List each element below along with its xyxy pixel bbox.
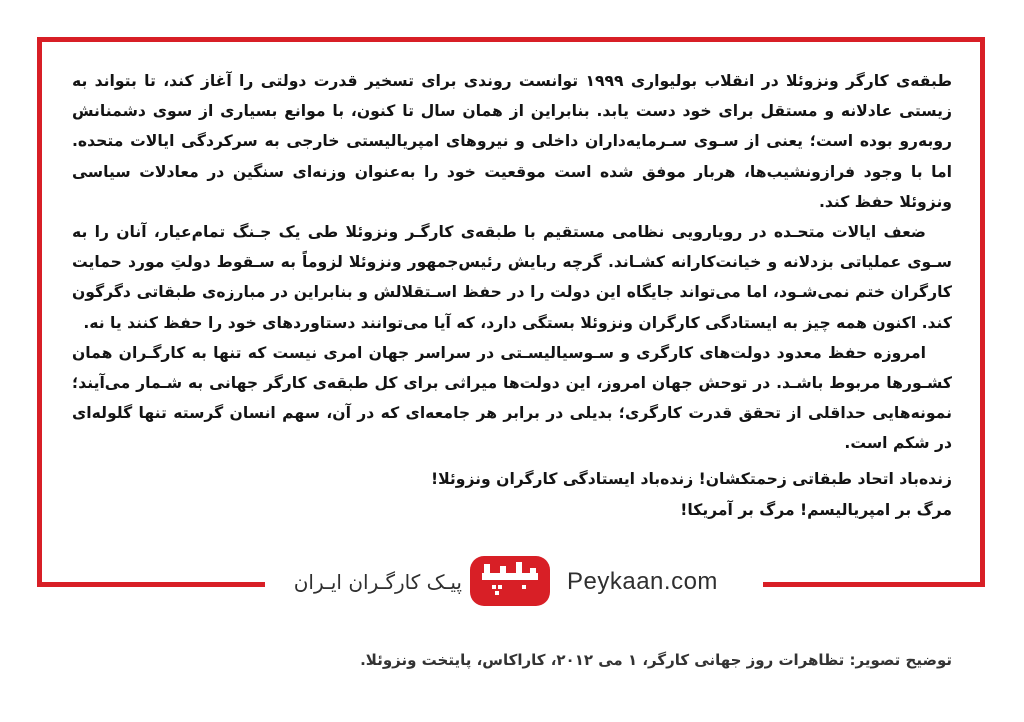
slogan-1: زنده‌باد اتحاد طبقاتی زحمتکشان! زنده‌باد ایستادگی کارگران ونزوئلا!: [430, 470, 952, 488]
red-frame-bottom-right: [763, 582, 985, 587]
paragraph-2: ضعف ایالات متحـده در رویارویی نظامی مستقیم با طبقه‌ی کارگـر ونزوئلا طی یک جـنگ تمام‌عیار، آنان را به سـوی عملیاتی بزدلانه و خیانت‌کارانه کشـاند. گرچه ربایش رئیس‌جمهور ونزوئلا لزوماً به سـقوط دولتِ مورد حمایت کارگران ختم نمی‌شـود، اما می‌تواند جایگاه این دولت را در حفظ اسـتقلالش و بنابراین در مبارزه‌ی طبقاتی دگرگون کند. اکنون همه چیز به ایستادگی کارگران ونزوئلا بستگی دارد، که آیا می‌توانند دستاوردهای خود را حفظ کنند یا نه.: [72, 223, 952, 332]
site-url: Peykaan.com: [567, 568, 718, 595]
article-body: [72, 66, 952, 459]
brand-name: پیـک کارگـران ایـران: [293, 570, 462, 594]
peykaan-logo-icon: [470, 556, 550, 606]
paragraph-1: طبقه‌ی کارگر ونزوئلا در انقلاب بولیواری ۱۹۹۹ توانست روندی برای تسخیر قدرت دولتی را آغاز کند، تا بتواند به زیستی عادلانه و مستقل برای خود دست یابد. بنابراین از همان سال تا کنون، با موانع بسیاری از سوی دشمنانش روبه‌رو بوده است؛ یعنی از سـوی سـرمایه‌داران داخلی و نیروهای امپریالیستی خارجی به سرکردگی ایالات متحده. اما با وجود فرازونشیب‌ها، هربار موفق شده است موقعیت خود را به‌عنوان وزنه‌ای سنگین در معادلات سیاسی ونزوئلا حفظ کند.: [72, 72, 953, 211]
red-frame-bottom-left: [37, 582, 265, 587]
image-caption: توضیح تصویر: تظاهرات روز جهانی کارگر، ۱ می ۲۰۱۲، کاراکاس، پایتخت ونزوئلا.: [360, 651, 952, 669]
slogan-2: مرگ بر امپریالیسم! مرگ بر آمریکا!: [680, 501, 952, 519]
paragraph-3: امروزه حفظ معدود دولت‌های کارگری و سـوسیالیسـتی در سراسر جهان امری نیست که تنها به کارگـران همان کشـورها مربوط باشـد. در توحش جهان امروز، این دولت‌ها میراثی برای کل طبقه‌ی کارگر جهانی به شـمار می‌آیند؛ نمونه‌هایی حداقلی از تحقق قدرت کارگری؛ بدیلی در برابر هر جامعه‌ای که در آن، سهم انسان گرسته تنها گلوله‌ای در شکم است.: [72, 343, 952, 453]
slogans: [300, 464, 952, 526]
